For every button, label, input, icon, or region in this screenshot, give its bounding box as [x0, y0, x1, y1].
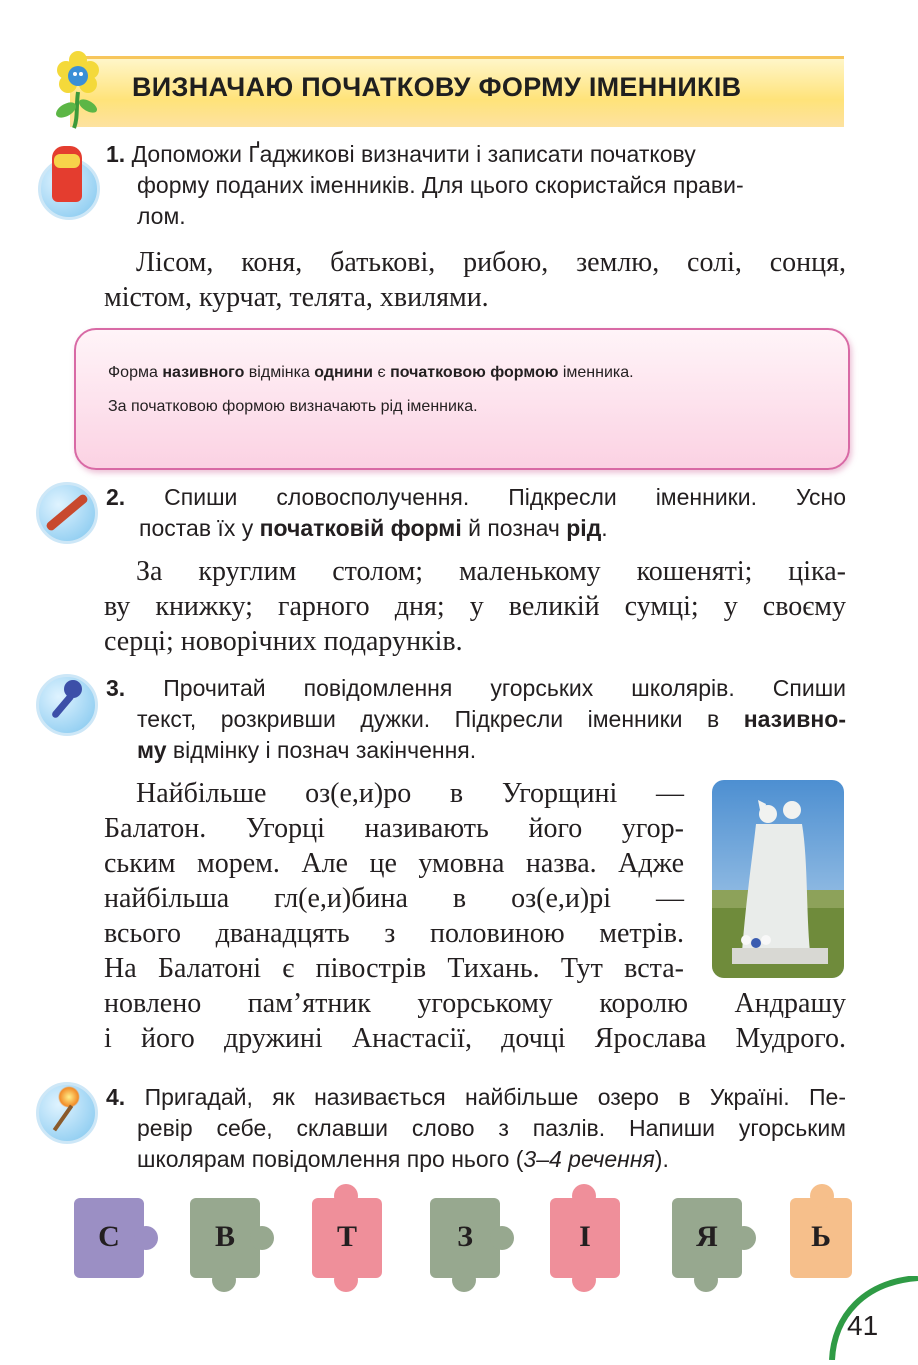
task-number: 2. — [106, 484, 126, 510]
instruction-line: лом. — [137, 203, 186, 229]
task-number: 3. — [106, 675, 126, 701]
rule-term: однини — [314, 364, 373, 381]
puzzle-letter: І — [579, 1220, 591, 1253]
text-line: ву книжку; гарного дня; у великій сумці; у своєму — [104, 591, 846, 622]
text-line: і його дружині Анастасії, дочці Ярослава Мудрого. — [104, 1023, 846, 1054]
puzzle-knob — [572, 1268, 596, 1292]
puzzle-letter: З — [457, 1220, 473, 1253]
gadget-mascot-icon — [34, 146, 98, 218]
microphone-icon — [34, 672, 98, 736]
monument-photo — [712, 780, 844, 978]
puzzle-letter: В — [214, 1220, 235, 1253]
instruction-line: Спиши словосполучення. Підкресли іменники. Усно — [164, 484, 847, 510]
rule-text-part: є — [373, 364, 391, 381]
word-list-line: містом, курчат, телята, хвилями. — [104, 282, 489, 313]
puzzle-piece[interactable] — [550, 1198, 620, 1278]
page-number: 41 — [847, 1310, 879, 1341]
instruction-line: форму поданих іменників. Для цього скористайся прави- — [137, 172, 744, 198]
instruction-part: відмінку і познач закінчення. — [166, 737, 477, 763]
instruction-term: 3–4 речення — [523, 1146, 655, 1172]
text-line: новлено пам’ятник угорському королю Андрашу — [104, 988, 846, 1019]
instruction-term: му — [137, 737, 167, 763]
instruction-part: школярам повідомлення про нього ( — [137, 1146, 524, 1172]
instruction-term: рід — [566, 515, 602, 541]
puzzle-knob — [452, 1268, 476, 1292]
text-line: ським морем. Але це умовна назва. Адже — [104, 848, 684, 879]
puzzle-piece[interactable] — [430, 1198, 500, 1278]
text-line: Найбільше оз(е,и)ро в Угорщині — — [136, 778, 684, 809]
text-line: серці; новорічних подарунків. — [104, 626, 463, 657]
word-list-line: Лісом, коня, батькові, рибою, землю, солі, сонця, — [136, 247, 846, 278]
rule-text-part: Форма — [108, 364, 163, 381]
puzzle-knob — [694, 1268, 718, 1292]
puzzle-piece[interactable] — [790, 1198, 852, 1278]
task3-instructions — [106, 673, 846, 766]
rule-text-part: За початковою формою визначають рід іменника. — [108, 398, 478, 415]
task4-instructions — [106, 1082, 846, 1175]
puzzle-knob — [334, 1268, 358, 1292]
rule-term: називного — [162, 364, 245, 381]
puzzle-piece[interactable] — [312, 1198, 382, 1278]
text-line: найбільша гл(е,и)бина в оз(е,и)рі — — [104, 883, 684, 914]
instruction-line: Допоможи Ґаджикові визначити і записати початкову — [131, 141, 696, 167]
instruction-term: називно- — [743, 706, 846, 732]
flower-icon — [48, 48, 108, 130]
text-line: На Балатоні є півострів Тихань. Тут вста- — [104, 953, 684, 984]
instruction-line: Пригадай, як називається найбільше озеро в Україні. Пе- — [144, 1084, 846, 1110]
puzzle-letter: С — [98, 1220, 120, 1253]
puzzle-knob — [572, 1184, 596, 1208]
instruction-part: й познач — [461, 515, 567, 541]
rule-term: формою — [490, 364, 559, 381]
task1-instructions — [106, 139, 846, 232]
rule-term: початковою — [390, 364, 486, 381]
puzzle-piece[interactable] — [672, 1198, 742, 1278]
instruction-part: текст, розкривши дужки. Підкресли іменники в — [137, 706, 744, 732]
puzzle-knob — [334, 1184, 358, 1208]
sparkler-icon — [34, 1080, 98, 1144]
puzzle-piece[interactable] — [190, 1198, 260, 1278]
pen-icon — [34, 480, 98, 544]
task1-words — [104, 245, 846, 315]
instruction-term: початковій формі — [259, 515, 462, 541]
text-line: Балатон. Угорці називають його угор- — [104, 813, 684, 844]
puzzle-knob — [810, 1184, 834, 1208]
task2-instructions — [106, 482, 846, 544]
puzzle-piece[interactable] — [74, 1198, 144, 1278]
rule-text-part: відмінка — [244, 364, 315, 381]
instruction-part: постав їх у — [139, 515, 260, 541]
puzzle-knob — [212, 1268, 236, 1292]
rule-text-part: іменника. — [558, 364, 634, 381]
task3-text — [104, 776, 684, 986]
text-line: За круглим столом; маленькому кошеняті; ціка- — [136, 556, 846, 587]
page-title: ВИЗНАЧАЮ ПОЧАТКОВУ ФОРМУ ІМЕННИКІВ — [132, 72, 742, 102]
puzzle-letter: Ь — [811, 1220, 831, 1253]
instruction-part: ). — [654, 1146, 669, 1172]
puzzle-letter: Т — [336, 1220, 357, 1253]
puzzle-letter: Я — [696, 1220, 718, 1253]
task2-text — [104, 554, 846, 659]
text-line: всього дванадцять з половиною метрів. — [104, 918, 684, 949]
instruction-line: Прочитай повідомлення угорських школярів. Спиши — [163, 675, 846, 701]
task-number: 1. — [106, 141, 126, 167]
instruction-part: . — [601, 515, 608, 541]
rule-text — [86, 348, 834, 432]
task-number: 4. — [106, 1084, 126, 1110]
task3-text-continued — [104, 986, 846, 1056]
instruction-line: ревір себе, склавши слово з пазлів. Напиши угорським — [137, 1115, 846, 1141]
